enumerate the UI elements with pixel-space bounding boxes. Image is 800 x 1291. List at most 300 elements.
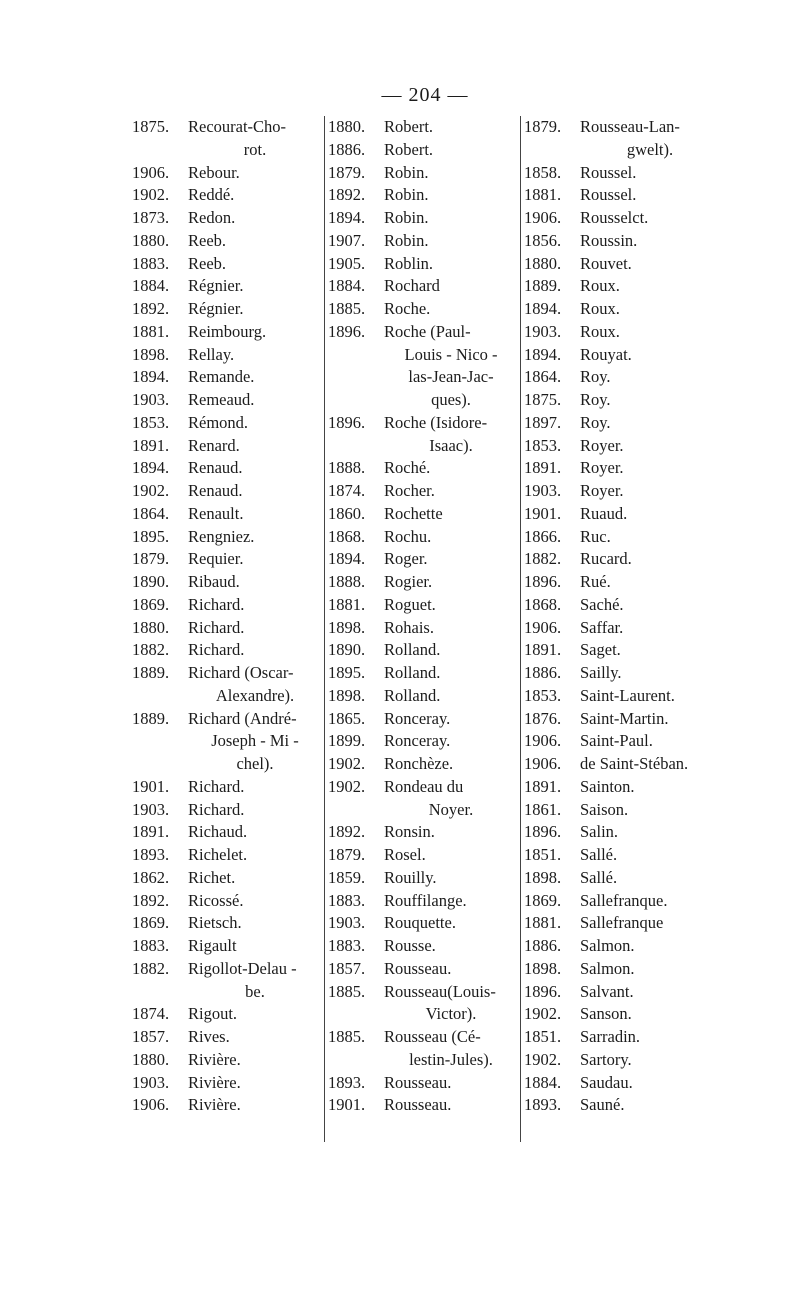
entry-year: 1881. — [132, 321, 170, 341]
entry-name: Rigout. — [188, 1004, 238, 1024]
index-entry — [328, 412, 518, 435]
entry-name: Remande. — [188, 367, 255, 387]
index-entry — [328, 457, 518, 480]
entry-name: Ronceray. — [384, 731, 451, 751]
index-entry — [524, 958, 724, 981]
entry-name: Rohais. — [384, 617, 434, 637]
entry-name: Rebour. — [188, 162, 240, 182]
entry-year: 1906. — [132, 1095, 170, 1115]
index-entry — [328, 435, 518, 458]
entry-name: Rivière. — [188, 1072, 241, 1092]
index-entry — [132, 753, 322, 776]
entry-year: 1903. — [132, 1072, 170, 1092]
index-entry — [132, 1049, 322, 1072]
entry-name: Reimbourg. — [188, 321, 267, 341]
entry-name: Roussel. — [580, 185, 637, 205]
entry-year: 1885. — [328, 981, 366, 1001]
entry-year: 1886. — [524, 663, 562, 682]
entry-year: 1880. — [132, 617, 170, 637]
entry-year: 1894. — [132, 458, 170, 478]
entry-name: rot. — [243, 139, 267, 159]
index-entry — [328, 1049, 518, 1072]
entry-year: 1906. — [132, 162, 170, 182]
index-column-3 — [524, 116, 724, 1117]
index-entry — [132, 230, 322, 253]
entry-name: Rivière. — [188, 1049, 241, 1069]
index-entry — [132, 912, 322, 935]
entry-year: 1876. — [524, 708, 562, 728]
entry-year: 1902. — [524, 1049, 562, 1069]
entry-name: lestin-Jules). — [409, 1049, 493, 1069]
entry-name: Roché. — [384, 458, 431, 478]
entry-name: Roux. — [580, 299, 620, 318]
entry-name: Robert. — [384, 139, 434, 159]
entry-name: Rouyat. — [580, 344, 632, 364]
entry-year: 1891. — [132, 435, 170, 455]
entry-year: 1883. — [132, 253, 170, 273]
entry-year: 1895. — [132, 526, 170, 546]
index-entry — [328, 776, 518, 799]
entry-year: 1868. — [328, 526, 366, 546]
entry-name: Saget. — [580, 640, 621, 660]
index-entry — [132, 571, 322, 594]
index-entry — [524, 890, 724, 913]
entry-year: 1885. — [328, 1027, 366, 1046]
index-entry — [132, 298, 322, 321]
index-entry — [524, 867, 724, 890]
entry-year: 1896. — [328, 412, 366, 432]
entry-name: Saché. — [580, 594, 624, 614]
index-entry — [524, 480, 724, 503]
entry-name: Sartory. — [580, 1049, 632, 1069]
entry-name: gwelt). — [626, 139, 674, 159]
entry-name: Remeaud. — [188, 390, 255, 409]
index-entry — [132, 844, 322, 867]
entry-year: 1869. — [132, 913, 170, 933]
index-entry — [328, 366, 518, 389]
entry-name: Rouilly. — [384, 867, 437, 887]
entry-year: 1860. — [328, 503, 366, 523]
index-entry — [328, 1026, 518, 1049]
entry-name: Rolland. — [384, 640, 441, 660]
entry-year: 1882. — [132, 958, 170, 978]
index-entry — [132, 1072, 322, 1095]
entry-name: Roguet. — [384, 594, 436, 614]
entry-name: Ronsin. — [384, 822, 435, 842]
entry-name: Saint-Paul. — [580, 731, 653, 751]
index-entry — [328, 389, 518, 412]
entry-name: Roche. — [384, 299, 431, 318]
index-entry — [132, 1003, 322, 1026]
entry-name: Rousselct. — [580, 208, 649, 227]
index-entry — [524, 139, 724, 162]
entry-year: 1902. — [328, 754, 366, 773]
index-entry — [132, 389, 322, 412]
index-entry — [328, 253, 518, 276]
entry-name: Rengniez. — [188, 526, 255, 546]
index-entry — [132, 981, 322, 1004]
index-entry — [328, 867, 518, 890]
entry-year: 1888. — [328, 572, 366, 591]
index-entry — [524, 912, 724, 935]
index-entry — [132, 435, 322, 458]
entry-year: 1885. — [328, 299, 366, 318]
index-entry — [328, 503, 518, 526]
entry-name: Renard. — [188, 435, 240, 455]
entry-year: 1893. — [524, 1095, 562, 1115]
entry-name: Saffar. — [580, 617, 624, 637]
entry-year: 1901. — [524, 503, 562, 523]
entry-name: Ruc. — [580, 526, 611, 546]
entry-year: 1903. — [132, 390, 170, 409]
index-entry — [524, 730, 724, 753]
entry-name: Richard. — [188, 617, 245, 637]
entry-year: 1902. — [132, 481, 170, 500]
index-entry — [132, 958, 322, 981]
entry-year: 1882. — [132, 640, 170, 660]
entry-name: Roussin. — [580, 230, 638, 250]
index-entry — [328, 1072, 518, 1095]
index-entry — [328, 571, 518, 594]
entry-year: 1903. — [524, 481, 562, 500]
index-entry — [132, 1094, 322, 1117]
index-entry — [524, 184, 724, 207]
entry-name: Joseph - Mi - — [211, 731, 299, 751]
entry-year: 1851. — [524, 845, 562, 864]
index-entry — [132, 275, 322, 298]
entry-name: Rousseau-Lan- — [580, 117, 680, 136]
entry-name: Alexandre). — [215, 685, 295, 705]
index-entry — [524, 344, 724, 367]
entry-year: 1901. — [328, 1095, 366, 1115]
index-entry — [524, 708, 724, 731]
index-entry — [328, 662, 518, 685]
entry-year: 1869. — [524, 890, 562, 910]
entry-year: 1884. — [328, 276, 366, 296]
entry-name: Rousseau(Louis- — [384, 981, 496, 1001]
entry-year: 1889. — [132, 663, 170, 682]
index-entry — [328, 207, 518, 230]
index-entry — [524, 1003, 724, 1026]
index-entry — [132, 480, 322, 503]
entry-name: Rives. — [188, 1027, 230, 1046]
entry-name: Sailly. — [580, 663, 622, 682]
entry-year: 1894. — [328, 549, 366, 569]
entry-name: Recourat-Cho- — [188, 117, 287, 136]
entry-year: 1853. — [524, 685, 562, 705]
entry-name: Salmon. — [580, 958, 635, 978]
index-entry — [132, 1026, 322, 1049]
entry-year: 1906. — [524, 754, 562, 773]
entry-year: 1879. — [328, 845, 366, 864]
entry-year: 1861. — [524, 799, 562, 819]
index-entry — [524, 457, 724, 480]
index-entry — [524, 617, 724, 640]
entry-year: 1886. — [328, 139, 366, 159]
index-entry — [132, 457, 322, 480]
entry-name: Rouquette. — [384, 913, 456, 933]
entry-name: Rousseau. — [384, 1072, 452, 1092]
index-entry — [328, 321, 518, 344]
index-entry — [524, 503, 724, 526]
index-entry — [132, 662, 322, 685]
entry-year: 1853. — [132, 412, 170, 432]
entry-year: 1892. — [328, 185, 366, 205]
entry-name: Rigollot-Delau - — [188, 958, 297, 978]
entry-name: Royer. — [580, 435, 624, 455]
entry-year: 1892. — [328, 822, 366, 842]
entry-name: chel). — [236, 754, 274, 773]
entry-name: Rochard — [384, 276, 440, 296]
entry-year: 1859. — [328, 867, 366, 887]
index-entry — [524, 662, 724, 685]
index-entry — [524, 207, 724, 230]
entry-year: 1894. — [328, 208, 366, 227]
index-entry — [132, 730, 322, 753]
entry-name: Robin. — [384, 162, 429, 182]
entry-name: Rellay. — [188, 344, 235, 364]
index-entry — [328, 1003, 518, 1026]
entry-year: 1894. — [524, 344, 562, 364]
index-entry — [132, 935, 322, 958]
index-entry — [132, 867, 322, 890]
entry-year: 1906. — [524, 617, 562, 637]
entry-name: Rousse. — [384, 936, 436, 955]
entry-year: 1884. — [132, 276, 170, 296]
index-entry — [328, 935, 518, 958]
entry-name: Reddé. — [188, 185, 235, 205]
index-entry — [328, 821, 518, 844]
entry-year: 1896. — [328, 321, 366, 341]
entry-year: 1905. — [328, 253, 366, 273]
index-entry — [132, 617, 322, 640]
index-entry — [328, 617, 518, 640]
entry-year: 1902. — [328, 776, 366, 796]
entry-year: 1883. — [328, 936, 366, 955]
index-entry — [524, 275, 724, 298]
entry-name: Roy. — [580, 412, 611, 432]
entry-name: Robin. — [384, 185, 429, 205]
entry-year: 1892. — [132, 890, 170, 910]
entry-year: 1903. — [328, 913, 366, 933]
index-entry — [328, 480, 518, 503]
entry-name: Robert. — [384, 117, 434, 136]
index-entry — [132, 685, 322, 708]
entry-year: 1902. — [132, 185, 170, 205]
entry-name: Ribaud. — [188, 572, 240, 591]
entry-year: 1881. — [524, 913, 562, 933]
entry-year: 1881. — [524, 185, 562, 205]
entry-name: Ruaud. — [580, 503, 628, 523]
entry-name: Reeb. — [188, 253, 227, 273]
entry-name: Isaac). — [429, 435, 473, 455]
entry-year: 1882. — [524, 549, 562, 569]
entry-name: Rocher. — [384, 481, 435, 500]
index-entry — [524, 1094, 724, 1117]
entry-year: 1865. — [328, 708, 366, 728]
entry-name: Sallefranque — [580, 913, 664, 933]
entry-name: Saudau. — [580, 1072, 633, 1092]
entry-year: 1891. — [132, 822, 170, 842]
index-entry — [328, 344, 518, 367]
entry-year: 1891. — [524, 776, 562, 796]
entry-name: Roger. — [384, 549, 428, 569]
index-entry — [328, 594, 518, 617]
entry-name: Salin. — [580, 822, 619, 842]
index-entry — [524, 412, 724, 435]
index-columns — [0, 116, 800, 1146]
entry-name: Robin. — [384, 230, 429, 250]
entry-name: Royer. — [580, 458, 624, 478]
entry-year: 1883. — [132, 936, 170, 955]
entry-name: Rousseau. — [384, 1095, 452, 1115]
index-entry — [328, 275, 518, 298]
entry-name: Sallé. — [580, 845, 618, 864]
page-number: — 204 — — [381, 84, 469, 106]
entry-name: Rosel. — [384, 845, 426, 864]
index-entry — [132, 639, 322, 662]
entry-name: Sainton. — [580, 776, 635, 796]
index-entry — [524, 435, 724, 458]
entry-year: 1907. — [328, 230, 366, 250]
index-entry — [328, 981, 518, 1004]
entry-name: Roche (Isidore- — [384, 412, 488, 432]
entry-year: 1853. — [524, 435, 562, 455]
index-entry — [524, 639, 724, 662]
entry-name: Richard (Oscar- — [188, 663, 294, 682]
entry-name: Rolland. — [384, 663, 441, 682]
index-entry — [524, 594, 724, 617]
index-entry — [524, 116, 724, 139]
entry-year: 1895. — [328, 663, 366, 682]
entry-name: Redon. — [188, 208, 236, 227]
entry-year: 1896. — [524, 572, 562, 591]
entry-name: Requier. — [188, 549, 244, 569]
index-entry — [328, 799, 518, 822]
index-entry — [132, 890, 322, 913]
index-column-1 — [132, 116, 322, 1117]
entry-name: Saint-Martin. — [580, 708, 669, 728]
entry-year: 1856. — [524, 230, 562, 250]
entry-year: 1880. — [132, 230, 170, 250]
entry-name: Rousseau. — [384, 958, 452, 978]
entry-name: Sallé. — [580, 867, 618, 887]
entry-name: Noyer. — [428, 799, 474, 819]
entry-year: 1880. — [132, 1049, 170, 1069]
entry-name: Ronchèze. — [384, 754, 454, 773]
index-entry — [328, 298, 518, 321]
entry-year: 1891. — [524, 640, 562, 660]
index-entry — [524, 1049, 724, 1072]
index-entry — [524, 526, 724, 549]
entry-name: Richard (André- — [188, 708, 297, 728]
entry-name: las-Jean-Jac- — [408, 367, 494, 387]
index-entry — [132, 503, 322, 526]
index-entry — [328, 639, 518, 662]
index-entry — [524, 799, 724, 822]
entry-name: Sanson. — [580, 1004, 632, 1024]
entry-name: de Saint-Stéban. — [580, 754, 689, 773]
entry-name: Sallefranque. — [580, 890, 668, 910]
entry-year: 1893. — [132, 845, 170, 864]
index-entry — [524, 366, 724, 389]
index-entry — [328, 1094, 518, 1117]
entry-name: Rucard. — [580, 549, 632, 569]
index-entry — [132, 799, 322, 822]
entry-year: 1896. — [524, 981, 562, 1001]
index-entry — [524, 389, 724, 412]
entry-name: Rochette — [384, 503, 443, 523]
entry-year: 1869. — [132, 594, 170, 614]
index-entry — [132, 253, 322, 276]
entry-year: 1898. — [328, 685, 366, 705]
index-entry — [328, 184, 518, 207]
index-entry — [328, 685, 518, 708]
entry-name: Salvant. — [580, 981, 634, 1001]
index-entry — [524, 1072, 724, 1095]
index-entry — [132, 207, 322, 230]
entry-name: Richard. — [188, 776, 245, 796]
entry-year: 1868. — [524, 594, 562, 614]
entry-year: 1857. — [328, 958, 366, 978]
index-entry — [132, 139, 322, 162]
index-entry — [328, 116, 518, 139]
index-entry — [132, 162, 322, 185]
entry-year: 1866. — [524, 526, 562, 546]
entry-name: Sauné. — [580, 1095, 625, 1115]
entry-year: 1897. — [524, 412, 562, 432]
entry-year: 1879. — [524, 117, 562, 136]
entry-year: 1858. — [524, 162, 562, 182]
index-entry — [132, 548, 322, 571]
index-entry — [524, 571, 724, 594]
entry-name: Renaud. — [188, 458, 243, 478]
index-entry — [328, 890, 518, 913]
entry-year: 1903. — [132, 799, 170, 819]
entry-name: Louis - Nico - — [404, 344, 498, 364]
entry-name: Richard. — [188, 594, 245, 614]
entry-name: Rivière. — [188, 1095, 241, 1115]
entry-year: 1883. — [328, 890, 366, 910]
entry-name: Robin. — [384, 208, 429, 227]
index-entry — [328, 548, 518, 571]
entry-name: Richard. — [188, 640, 245, 660]
index-entry — [328, 162, 518, 185]
entry-year: 1889. — [524, 276, 562, 296]
entry-name: be. — [245, 981, 265, 1001]
entry-name: Roy. — [580, 367, 611, 387]
entry-year: 1906. — [524, 208, 562, 227]
entry-year: 1879. — [328, 162, 366, 182]
entry-year: 1902. — [524, 1004, 562, 1024]
entry-year: 1898. — [524, 867, 562, 887]
index-entry — [524, 253, 724, 276]
entry-year: 1891. — [524, 458, 562, 478]
entry-name: Victor). — [425, 1004, 477, 1024]
entry-name: Ricossé. — [188, 890, 244, 910]
entry-name: Roblin. — [384, 253, 434, 273]
entry-name: Régnier. — [188, 299, 244, 318]
entry-year: 1898. — [524, 958, 562, 978]
entry-name: ques). — [431, 390, 471, 409]
entry-name: Rousseau (Cé- — [384, 1027, 481, 1046]
index-entry — [524, 230, 724, 253]
index-entry — [328, 730, 518, 753]
entry-year: 1890. — [328, 640, 366, 660]
index-entry — [132, 321, 322, 344]
entry-year: 1874. — [328, 481, 366, 500]
index-entry — [132, 708, 322, 731]
